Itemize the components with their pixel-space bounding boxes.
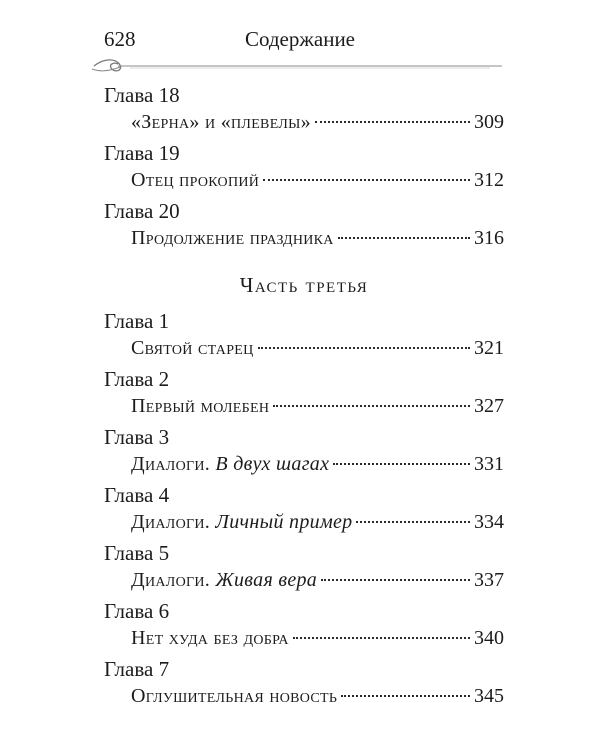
table-of-contents xyxy=(104,82,504,710)
entry-page-number: 340 xyxy=(474,627,504,649)
entry-page-number: 337 xyxy=(474,569,504,591)
dot-leader xyxy=(341,695,470,697)
entry-title-text: иалоги. xyxy=(144,511,216,533)
entry-title-text: тец прокопий xyxy=(145,169,260,191)
dot-leader xyxy=(356,521,470,523)
toc-entry-row xyxy=(131,508,504,536)
entry-title-initial: Н xyxy=(131,627,146,649)
toc-entry-row xyxy=(131,624,504,652)
entry-title xyxy=(131,166,259,194)
toc-entry-ch19 xyxy=(104,140,504,194)
toc-entry-p3-ch6 xyxy=(104,598,504,652)
entry-subtitle: Личный пример xyxy=(215,511,353,533)
toc-entry-row xyxy=(131,450,504,478)
entry-page-number: 331 xyxy=(474,453,504,475)
entry-title-initial: О xyxy=(131,169,146,191)
entry-title-initial: «З xyxy=(131,111,152,133)
toc-entry-ch20 xyxy=(104,198,504,252)
dot-leader xyxy=(273,405,470,407)
toc-entry-row xyxy=(131,682,504,710)
entry-title xyxy=(131,624,289,652)
dot-leader xyxy=(258,347,470,349)
entry-page-number: 312 xyxy=(474,169,504,191)
chapter-label: Глава 1 xyxy=(104,309,170,333)
toc-entry-row xyxy=(131,566,504,594)
entry-title-text: вятой старец xyxy=(144,337,254,359)
chapter-label: Глава 5 xyxy=(104,541,170,565)
entry-title xyxy=(131,682,337,710)
chapter-label: Глава 4 xyxy=(104,483,170,507)
entry-page-number: 321 xyxy=(474,337,504,359)
chapter-label: Глава 3 xyxy=(104,425,170,449)
chapter-label: Глава 19 xyxy=(104,141,180,165)
entry-title-initial: Д xyxy=(131,511,145,533)
entry-title xyxy=(131,566,317,594)
dot-leader xyxy=(338,237,470,239)
entry-title-initial: О xyxy=(131,685,146,707)
entry-page-number: 345 xyxy=(474,685,504,707)
toc-entry-p3-ch1 xyxy=(104,308,504,362)
entry-title-text: родолжение праздника xyxy=(145,227,334,249)
toc-entry-p3-ch2 xyxy=(104,366,504,420)
page-number: 628 xyxy=(104,27,136,51)
entry-title-initial: Д xyxy=(131,569,145,591)
entry-page-number: 309 xyxy=(474,111,504,133)
entry-title-initial: П xyxy=(131,227,146,249)
chapter-label: Глава 18 xyxy=(104,83,180,107)
entry-title xyxy=(131,392,269,420)
toc-entry-ch18 xyxy=(104,82,504,136)
entry-title-text: ервый молебен xyxy=(145,395,270,417)
entry-title xyxy=(131,108,311,136)
dot-leader xyxy=(321,579,470,581)
toc-entry-p3-ch5 xyxy=(104,540,504,594)
toc-entry-row xyxy=(131,224,504,252)
toc-entry-row xyxy=(131,334,504,362)
entry-title-text: иалоги. xyxy=(144,569,216,591)
toc-entry-row xyxy=(131,108,504,136)
entry-title-text: глушительная новость xyxy=(145,685,338,707)
toc-entry-p3-ch4 xyxy=(104,482,504,536)
toc-entry-p3-ch3 xyxy=(104,424,504,478)
dot-leader xyxy=(315,121,470,123)
dot-leader xyxy=(293,637,470,639)
chapter-label: Глава 20 xyxy=(104,199,180,223)
entry-page-number: 334 xyxy=(474,511,504,533)
entry-title xyxy=(131,224,334,252)
entry-subtitle: В двух шагах xyxy=(215,453,330,475)
chapter-label: Глава 7 xyxy=(104,657,170,681)
entry-page-number: 327 xyxy=(474,395,504,417)
part-heading: Часть третья xyxy=(239,273,369,297)
entry-title-initial: Д xyxy=(131,453,145,475)
dot-leader xyxy=(333,463,470,465)
entry-title xyxy=(131,450,329,478)
entry-title xyxy=(131,334,254,362)
entry-title-text: ерна» и «плевелы» xyxy=(151,111,311,133)
toc-entry-p3-ch7 xyxy=(104,656,504,710)
entry-title-initial: П xyxy=(131,395,146,417)
running-head-title: Содержание xyxy=(244,27,356,51)
entry-title xyxy=(131,508,352,536)
entry-page-number: 316 xyxy=(474,227,504,249)
dot-leader xyxy=(263,179,470,181)
ornamental-rule xyxy=(90,56,510,76)
entry-title-text: иалоги. xyxy=(144,453,216,475)
entry-subtitle: Живая вера xyxy=(215,569,318,591)
entry-title-initial: С xyxy=(131,337,145,359)
chapter-label: Глава 6 xyxy=(104,599,170,623)
toc-entry-row xyxy=(131,166,504,194)
toc-entry-row xyxy=(131,392,504,420)
entry-title-text: ет худа без добра xyxy=(145,627,289,649)
chapter-label: Глава 2 xyxy=(104,367,170,391)
